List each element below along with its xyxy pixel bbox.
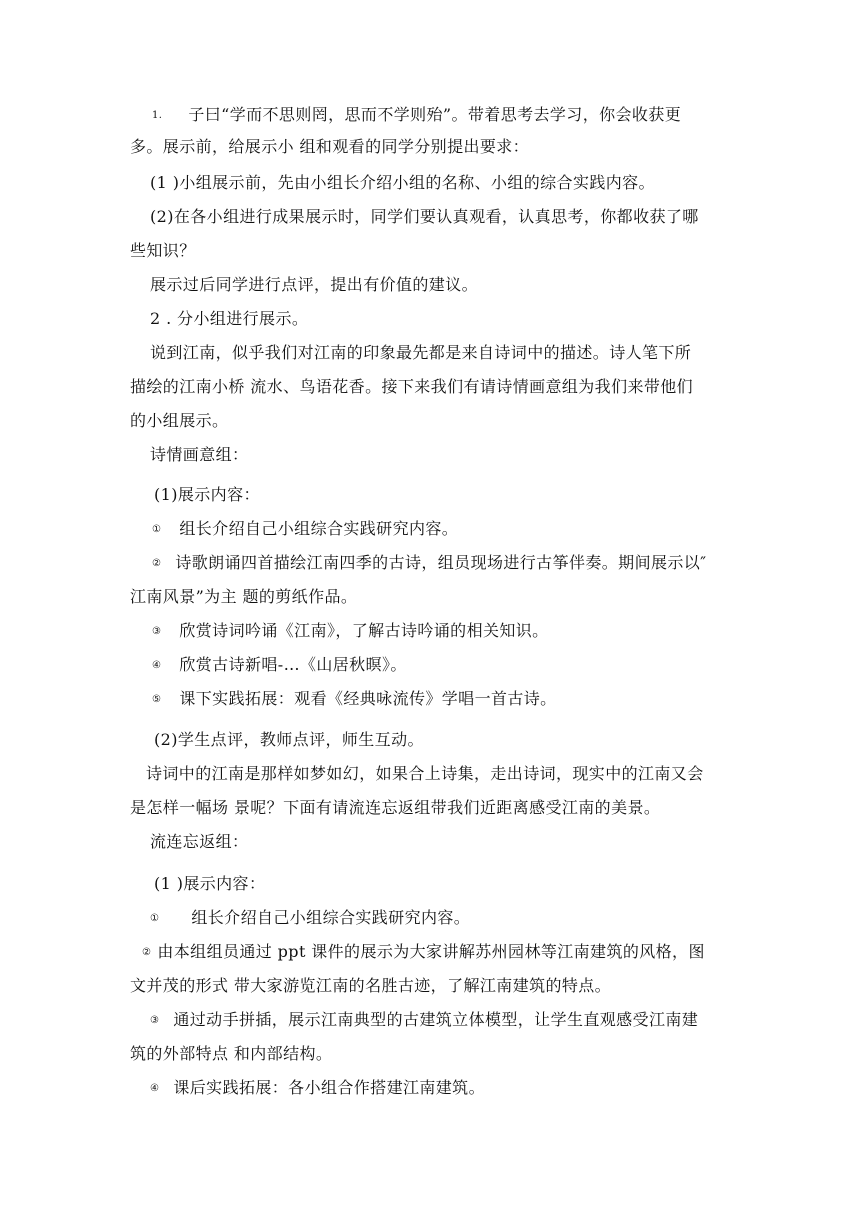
doc-line <box>150 831 248 853</box>
doc-line <box>130 376 693 398</box>
doc-line <box>130 410 228 432</box>
doc-line <box>152 518 458 541</box>
line-text: 通过动手拼插，展示江南典型的古建筑立体模型，让学生直观感受江南建 <box>173 1010 699 1029</box>
line-text: 诗歌朗诵四首描绘江南四季的古诗，组员现场进行古筝伴奏。期间展示以″ <box>175 553 707 572</box>
list-marker: ① <box>152 523 162 535</box>
line-text: 展示过后同学进行点评，提出有价值的建议。 <box>150 275 479 294</box>
line-text: 些知识？ <box>130 241 196 260</box>
doc-line <box>130 240 196 262</box>
line-text: 多。展示前，给展示小 组和观看的同学分别提出要求： <box>130 137 530 156</box>
line-text: (1 )小组展示前，先由小组长介绍小组的名称、小组的综合实践内容。 <box>150 173 655 192</box>
list-marker: ③ <box>150 1014 160 1026</box>
line-text: 子曰“学而不思则罔，思而不学则殆”。带着思考去学习，你会收获更 <box>188 105 682 124</box>
doc-line <box>150 206 699 228</box>
line-text: 筑的外部特点 和内部结构。 <box>130 1044 333 1063</box>
doc-line <box>142 941 705 964</box>
line-text: 课后实践拓展：各小组合作搭建江南建筑。 <box>173 1078 485 1097</box>
line-text: (2)学生点评，教师点评，师生互动。 <box>154 730 424 749</box>
list-marker: ④ <box>152 659 162 671</box>
line-text: 课下实践拓展：观看《经典咏流传》学唱一首古诗。 <box>179 689 557 708</box>
line-text: (1 )展示内容： <box>154 874 266 893</box>
list-marker: ③ <box>152 625 162 637</box>
line-text: 诗情画意组： <box>150 445 249 464</box>
doc-line <box>152 654 407 677</box>
line-text: 说到江南，似乎我们对江南的印象最先都是来自诗词中的描述。诗人笔下所 <box>150 343 692 362</box>
doc-line <box>130 136 529 158</box>
doc-line <box>130 975 611 997</box>
line-text: 文并茂的形式 带大家游览江南的名胜古迹，了解江南建筑的特点。 <box>130 976 612 995</box>
doc-line <box>150 274 478 296</box>
doc-line <box>150 172 655 194</box>
list-marker: ④ <box>150 1082 160 1094</box>
line-text: 诗词中的江南是那样如梦如幻，如果合上诗集，走出诗词，现实中的江南又会 <box>146 764 704 783</box>
doc-line <box>152 620 549 643</box>
line-text: 组长介绍自己小组综合实践研究内容。 <box>191 908 471 927</box>
doc-line <box>150 444 248 466</box>
doc-line <box>152 552 707 575</box>
list-marker: ⑤ <box>152 693 162 705</box>
line-text: 由本组组员通过 ppt 课件的展示为大家讲解苏州园林等江南建筑的风格，图 <box>157 942 705 961</box>
doc-line <box>150 308 308 330</box>
line-text: 组长介绍自己小组综合实践研究内容。 <box>179 519 459 538</box>
line-text: 欣赏古诗新唱-…《山居秋暝》。 <box>179 655 407 674</box>
line-text: 是怎样一幅场 景呢？下面有请流连忘返组带我们近距离感受江南的美景。 <box>130 798 661 817</box>
list-marker: ① <box>150 912 160 924</box>
line-text: 描绘的江南小桥 流水、鸟语花香。接下来我们有请诗情画意组为我们来带他们 <box>130 377 694 396</box>
line-text: 江南风景”为主 题的剪纸作品。 <box>130 587 358 606</box>
doc-line <box>150 1077 485 1100</box>
list-marker: ② <box>142 946 152 958</box>
doc-line <box>150 342 691 364</box>
line-text: 的小组展示。 <box>130 411 229 430</box>
line-text: 流连忘返组： <box>150 832 249 851</box>
line-text: 欣赏诗词吟诵《江南》，了解古诗吟诵的相关知识。 <box>179 621 549 640</box>
doc-line <box>130 797 660 819</box>
line-text: (2)在各小组进行成果展示时，同学们要认真观看，认真思考，你都收获了哪 <box>150 207 699 226</box>
line-text: (1)展示内容： <box>154 485 260 504</box>
line-text: 2 . 分小组进行展示。 <box>150 309 309 328</box>
doc-line <box>130 586 357 608</box>
list-number: 1. <box>152 109 163 121</box>
doc-line <box>154 873 265 895</box>
doc-line <box>154 729 424 751</box>
doc-line <box>150 907 470 930</box>
doc-line <box>152 688 557 711</box>
doc-line <box>152 104 681 127</box>
doc-line <box>146 763 704 785</box>
doc-line <box>130 1043 332 1065</box>
doc-line <box>150 1009 698 1032</box>
doc-line <box>154 484 260 506</box>
list-marker: ② <box>152 557 162 569</box>
